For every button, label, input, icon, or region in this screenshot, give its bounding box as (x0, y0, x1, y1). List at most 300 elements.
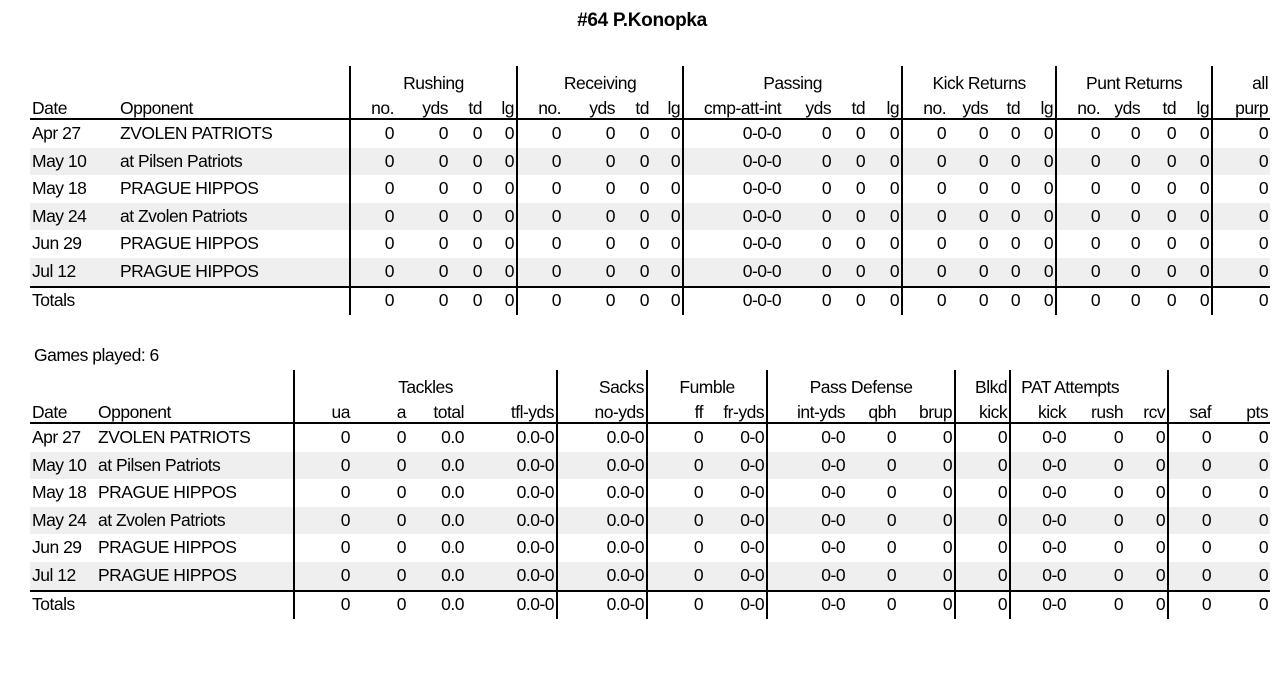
offense-col-header: lg (1022, 93, 1056, 119)
stat-cell: 0-0 (767, 423, 847, 452)
stat-cell: 0 (955, 423, 1010, 452)
stat-cell: 0 (1212, 258, 1270, 287)
game-date: Jul 12 (30, 562, 96, 591)
stat-cell: 0-0 (767, 507, 847, 535)
stat-cell: 0 (847, 507, 898, 535)
total-cell: 0-0 (767, 591, 847, 619)
stat-cell: 0 (867, 175, 902, 203)
stat-cell: 0 (517, 203, 563, 231)
total-cell: 0 (1068, 591, 1125, 619)
group-kick-returns: Kick Returns (902, 66, 1056, 93)
stat-cell: 0 (1142, 203, 1178, 231)
stat-cell: 0 (1213, 562, 1270, 591)
stat-cell: 0-0 (767, 534, 847, 562)
stat-cell: 0 (647, 534, 705, 562)
offense-col-header: yds (563, 93, 617, 119)
stat-cell: 0 (1022, 175, 1056, 203)
defense-col-header: a (352, 397, 408, 423)
stat-cell: 0 (1010, 233, 1021, 254)
stat-cell: 0-0-0 (683, 203, 783, 231)
stat-cell: 0 (350, 148, 396, 176)
stat-cell: 0 (833, 203, 867, 231)
stat-cell: 0.0 (441, 427, 464, 448)
offense-col-header: yds (1102, 93, 1142, 119)
table-row (30, 203, 1270, 231)
stat-cell: 0 (647, 423, 705, 452)
stat-cell: 0 (898, 562, 955, 591)
total-cell: 0.0 (408, 591, 466, 619)
defense-col-header: pts (1213, 397, 1270, 423)
stat-cell: 0 (886, 537, 897, 558)
stat-cell: 0 (617, 258, 651, 287)
game-opponent: PRAGUE HIPPOS (98, 537, 237, 558)
stat-cell: 0 (1102, 148, 1142, 176)
stat-cell: 0 (484, 148, 517, 176)
stat-cell: 0 (1130, 233, 1141, 254)
stat-cell: 0.0 (408, 562, 466, 591)
stat-cell: 0 (847, 562, 898, 591)
offense-stats-table (30, 66, 1270, 315)
stat-cell: 0 (651, 175, 683, 203)
defense-col-header: Date (30, 397, 96, 423)
stat-cell: 0 (1056, 203, 1102, 231)
stat-cell: 0 (1213, 507, 1270, 535)
stat-cell: 0-0 (767, 479, 847, 507)
stat-cell: 0 (1178, 175, 1212, 203)
total-cell: 0 (955, 591, 1010, 619)
total-cell: 0 (352, 591, 408, 619)
stat-cell: 0 (1022, 258, 1056, 287)
stat-cell: 0 (1056, 230, 1102, 258)
stat-cell: 0 (1102, 203, 1142, 231)
total-cell: 0 (294, 591, 352, 619)
stat-cell: 0 (1125, 479, 1168, 507)
stat-cell: 0 (990, 148, 1022, 176)
game-opponent: PRAGUE HIPPOS (120, 178, 259, 199)
group-all: all (1212, 66, 1270, 93)
defense-col-header: tfl-yds (466, 397, 557, 423)
stat-cell: 0 (1213, 452, 1270, 480)
group-pat-attempts: PAT Attempts (1010, 370, 1168, 397)
group-punt-returns: Punt Returns (1056, 66, 1212, 93)
stat-cell: 0 (948, 258, 990, 287)
offense-col-header: td (450, 93, 484, 119)
stat-cell: 0 (517, 175, 563, 203)
stat-cell: 0 (484, 230, 517, 258)
stat-cell: 0 (517, 258, 563, 287)
defense-col-header: kick (1010, 397, 1068, 423)
game-opponent: ZVOLEN PATRIOTS (120, 123, 273, 144)
stat-cell: 0 (1113, 427, 1124, 448)
game-opponent: PRAGUE HIPPOS (118, 258, 350, 287)
stat-cell: 0 (605, 178, 616, 199)
stat-cell: 0 (450, 258, 484, 287)
offense-totals-row (30, 287, 1270, 315)
stat-cell: 0 (647, 479, 705, 507)
stat-cell: 0.0 (441, 537, 464, 558)
total-cell: 0 (1102, 287, 1142, 315)
total-cell: 0 (902, 287, 948, 315)
game-opponent: ZVOLEN PATRIOTS (98, 427, 251, 448)
offense-col-header: lg (484, 93, 517, 119)
stat-cell: 0 (294, 507, 352, 535)
stat-cell: 0 (617, 148, 651, 176)
defense-col-header: kick (955, 397, 1010, 423)
game-date: May 24 (30, 203, 118, 231)
stat-cell: 0 (902, 203, 948, 231)
stat-cell: 0 (990, 203, 1022, 231)
stat-cell: 0-0 (1010, 507, 1068, 535)
stat-cell: 0 (898, 534, 955, 562)
stat-cell: 0 (1168, 507, 1213, 535)
stat-cell: 0 (350, 230, 396, 258)
stat-cell: 0 (438, 233, 448, 254)
stat-cell: 0 (639, 178, 650, 199)
stat-cell: 0 (1068, 562, 1125, 591)
defense-col-header: ff (647, 397, 705, 423)
stat-cell: 0 (821, 233, 832, 254)
stat-cell: 0 (438, 123, 448, 144)
offense-col-header: td (990, 93, 1022, 119)
total-cell: 0 (1022, 287, 1056, 315)
table-row (30, 175, 1270, 203)
stat-cell: 0 (1178, 148, 1212, 176)
stat-cell: 0 (484, 175, 517, 203)
stat-cell: 0 (647, 562, 705, 591)
table-row (30, 119, 1270, 148)
total-cell: 0 (647, 591, 705, 619)
stat-cell: 0-0 (1010, 452, 1068, 480)
game-opponent: PRAGUE HIPPOS (96, 562, 294, 591)
stat-cell: 0 (1258, 537, 1269, 558)
stat-cell: 0 (396, 537, 406, 558)
stat-cell: 0-0 (1010, 534, 1068, 562)
stat-cell: 0.0-0 (466, 423, 557, 452)
offense-col-header: no. (350, 93, 396, 119)
offense-column-header-row (30, 93, 1270, 119)
games-played: Games played: 6 (34, 345, 159, 365)
stat-cell: 0 (898, 452, 955, 480)
stat-cell: 0 (902, 230, 948, 258)
stat-cell: 0 (948, 203, 990, 231)
stat-cell: 0 (948, 148, 990, 176)
stat-cell: 0 (1056, 175, 1102, 203)
stat-cell: 0-0 (767, 452, 847, 480)
stat-cell: 0 (1166, 178, 1177, 199)
stat-cell: 0-0 (705, 534, 767, 562)
offense-group-header-row (30, 66, 1270, 93)
stat-cell: 0-0-0 (683, 230, 783, 258)
game-opponent: PRAGUE HIPPOS (120, 233, 259, 254)
stat-cell: 0-0 (705, 452, 767, 480)
stat-cell: 0 (1212, 148, 1270, 176)
total-cell: 0.0-0 (466, 591, 557, 619)
offense-col-header: yds (783, 93, 833, 119)
total-cell: 0 (1178, 287, 1212, 315)
stat-cell: 0 (1125, 534, 1168, 562)
defense-col-header: total (408, 397, 466, 423)
group-tackles: Tackles (294, 370, 557, 397)
stat-cell: 0 (867, 148, 902, 176)
stat-cell: 0 (1125, 507, 1168, 535)
stat-cell: 0.0 (408, 452, 466, 480)
offense-col-header: cmp-att-int (683, 93, 783, 119)
stat-cell: 0 (1212, 119, 1270, 148)
game-date: Apr 27 (32, 123, 81, 144)
total-cell: 0 (617, 287, 651, 315)
stat-cell: 0.0-0 (466, 507, 557, 535)
stat-cell: 0 (955, 534, 1010, 562)
offense-col-header: yds (396, 93, 450, 119)
stat-cell: 0 (1068, 507, 1125, 535)
defense-col-header: Opponent (96, 397, 294, 423)
stat-cell: 0 (352, 507, 408, 535)
total-cell: 0-0 (705, 591, 767, 619)
stat-cell: 0 (352, 562, 408, 591)
stat-cell: 0 (350, 119, 396, 148)
offense-col-header: Opponent (118, 93, 350, 119)
stat-cell: 0 (472, 233, 482, 254)
stat-cell: 0 (1010, 178, 1021, 199)
stat-cell: 0 (517, 230, 563, 258)
stat-cell: 0-0 (705, 562, 767, 591)
total-cell: 0 (990, 287, 1022, 315)
stat-cell: 0 (1168, 534, 1213, 562)
stat-cell: 0 (1166, 123, 1177, 144)
stat-cell: 0 (605, 123, 616, 144)
offense-col-header: yds (948, 93, 990, 119)
total-cell: 0 (1056, 287, 1102, 315)
stat-cell: 0 (484, 258, 517, 287)
stat-cell: 0 (484, 119, 517, 148)
stat-cell: 0.0 (441, 482, 464, 503)
offense-col-header: td (617, 93, 651, 119)
stat-cell: 0 (396, 203, 450, 231)
group-pass-defense: Pass Defense (767, 370, 955, 397)
total-cell: 0 (867, 287, 902, 315)
stat-cell: 0.0-0 (557, 479, 647, 507)
stat-cell: 0 (833, 148, 867, 176)
group-passing: Passing (683, 66, 902, 93)
stat-cell: 0 (978, 233, 989, 254)
stat-cell: 0 (821, 123, 832, 144)
stat-cell: 0.0-0 (466, 452, 557, 480)
stat-cell: 0 (1125, 562, 1168, 591)
stat-cell: 0 (1102, 258, 1142, 287)
defense-col-header: brup (898, 397, 955, 423)
stat-cell: 0 (651, 203, 683, 231)
game-date: Jun 29 (32, 233, 82, 254)
stat-cell: 0 (1113, 482, 1124, 503)
game-opponent: at Pilsen Patriots (118, 148, 350, 176)
stat-cell: 0 (647, 507, 705, 535)
stat-cell: 0 (955, 452, 1010, 480)
defense-col-header: rush (1068, 397, 1125, 423)
total-cell: 0 (833, 287, 867, 315)
table-row (30, 562, 1270, 591)
total-cell: 0 (563, 287, 617, 315)
stat-cell: 0 (1068, 452, 1125, 480)
stat-cell: 0-0 (705, 507, 767, 535)
stat-cell: 0 (639, 123, 650, 144)
stat-cell: 0 (855, 233, 866, 254)
game-date: May 24 (30, 507, 96, 535)
stat-cell: 0 (396, 482, 406, 503)
stat-cell: 0 (867, 258, 902, 287)
stat-cell: 0 (955, 562, 1010, 591)
group-receiving: Receiving (517, 66, 683, 93)
stat-cell: 0 (1212, 230, 1270, 258)
total-cell: 0 (1213, 591, 1270, 619)
stat-cell: 0.0-0 (466, 479, 557, 507)
stat-cell: 0 (1168, 562, 1213, 591)
total-cell: 0 (396, 287, 450, 315)
stat-cell: 0 (605, 233, 616, 254)
stat-cell: 0 (1056, 119, 1102, 148)
offense-col-header: Date (30, 93, 118, 119)
totals-label: Totals (30, 287, 118, 315)
stat-cell: 0 (1178, 230, 1212, 258)
stat-cell: 0 (294, 423, 352, 452)
defense-col-header: qbh (847, 397, 898, 423)
group-rushing: Rushing (350, 66, 517, 93)
game-opponent: at Zvolen Patriots (96, 507, 294, 535)
table-row (30, 479, 1270, 507)
totals-label: Totals (30, 591, 96, 619)
stat-cell: 0 (1022, 148, 1056, 176)
stat-cell: 0 (651, 119, 683, 148)
stat-cell: 0 (651, 230, 683, 258)
defense-column-header-row (30, 397, 1270, 423)
game-date: May 18 (32, 482, 87, 503)
total-cell: 0.0-0 (557, 591, 647, 619)
stat-cell: 0-0-0 (683, 175, 783, 203)
total-cell: 0 (1168, 591, 1213, 619)
stat-cell: 0 (1166, 233, 1177, 254)
total-cell: 0 (651, 287, 683, 315)
stat-cell: 0 (1130, 123, 1141, 144)
game-date: Apr 27 (32, 427, 81, 448)
stat-cell: 0 (855, 178, 866, 199)
stat-cell: 0 (438, 178, 448, 199)
stat-cell: 0-0-0 (683, 148, 783, 176)
game-date: May 10 (30, 148, 118, 176)
stat-cell: 0 (867, 203, 902, 231)
stat-cell: 0 (1130, 178, 1141, 199)
stat-cell: 0 (1125, 452, 1168, 480)
total-cell: 0 (484, 287, 517, 315)
stat-cell: 0-0 (705, 423, 767, 452)
stat-cell: 0-0-0 (683, 119, 783, 148)
stat-cell: 0 (1258, 482, 1269, 503)
group-sacks: Sacks (557, 370, 647, 397)
stat-cell: 0 (955, 479, 1010, 507)
offense-col-header: no. (517, 93, 563, 119)
stat-cell: 0 (902, 258, 948, 287)
stat-cell: 0 (783, 203, 833, 231)
stat-cell: 0 (898, 423, 955, 452)
stat-cell: 0 (617, 203, 651, 231)
stat-cell: 0 (867, 119, 902, 148)
total-cell (118, 287, 350, 315)
defense-stats-table (30, 370, 1270, 619)
stat-cell: 0-0 (1010, 479, 1068, 507)
stat-cell: 0 (517, 148, 563, 176)
table-row (30, 258, 1270, 287)
stat-cell: 0 (833, 258, 867, 287)
stat-cell: 0 (1168, 479, 1213, 507)
game-date: Jun 29 (32, 537, 82, 558)
page-title: #64 P.Konopka (577, 10, 707, 31)
stat-cell: 0 (1125, 423, 1168, 452)
total-cell: 0-0-0 (683, 287, 783, 315)
stat-cell: 0 (1022, 119, 1056, 148)
stat-cell: 0 (1022, 203, 1056, 231)
stat-cell: 0 (898, 479, 955, 507)
stat-cell: 0 (294, 534, 352, 562)
total-cell: 0 (1212, 287, 1270, 315)
stat-cell: 0 (1212, 203, 1270, 231)
offense-col-header: lg (1178, 93, 1212, 119)
stat-cell: 0 (867, 230, 902, 258)
defense-totals-row (30, 591, 1270, 619)
stat-cell: 0 (396, 427, 406, 448)
stat-cell: 0.0-0 (466, 534, 557, 562)
stat-cell: 0 (472, 123, 482, 144)
stat-cell: 0.0 (408, 507, 466, 535)
stat-cell: 0 (783, 258, 833, 287)
stat-cell: 0 (517, 119, 563, 148)
offense-col-header: purp (1212, 93, 1270, 119)
stat-cell: 0 (902, 148, 948, 176)
stat-cell: 0.0-0 (557, 452, 647, 480)
stat-cell: 0 (294, 562, 352, 591)
table-row (30, 534, 1270, 562)
total-cell: 0 (1142, 287, 1178, 315)
stat-cell: 0 (978, 123, 989, 144)
stat-cell: 0 (1168, 452, 1213, 480)
stat-cell: 0 (1168, 423, 1213, 452)
stat-cell: 0 (783, 148, 833, 176)
stat-cell: 0-0 (1010, 562, 1068, 591)
stat-cell: 0.0-0 (557, 562, 647, 591)
stat-cell: 0 (955, 507, 1010, 535)
stat-cell: 0 (821, 178, 832, 199)
stat-cell: 0 (990, 258, 1022, 287)
defense-col-header: fr-yds (705, 397, 767, 423)
game-date: May 18 (32, 178, 87, 199)
stat-cell: 0 (855, 123, 866, 144)
total-cell: 0 (1125, 591, 1168, 619)
stat-cell: 0 (396, 258, 450, 287)
group-fumble: Fumble (647, 370, 767, 397)
stat-cell: 0 (1178, 258, 1212, 287)
game-date: May 10 (30, 452, 96, 480)
total-cell (96, 591, 294, 619)
stat-cell: 0-0 (1010, 423, 1068, 452)
stat-cell: 0 (396, 148, 450, 176)
game-date: Jul 12 (30, 258, 118, 287)
stat-cell: 0 (352, 452, 408, 480)
defense-col-header: ua (294, 397, 352, 423)
stat-cell: 0 (1142, 258, 1178, 287)
game-opponent: at Pilsen Patriots (96, 452, 294, 480)
stat-cell: 0 (647, 452, 705, 480)
offense-col-header: td (1142, 93, 1178, 119)
stat-cell: 0 (847, 452, 898, 480)
table-row (30, 148, 1270, 176)
stat-cell: 0.0-0 (557, 423, 647, 452)
